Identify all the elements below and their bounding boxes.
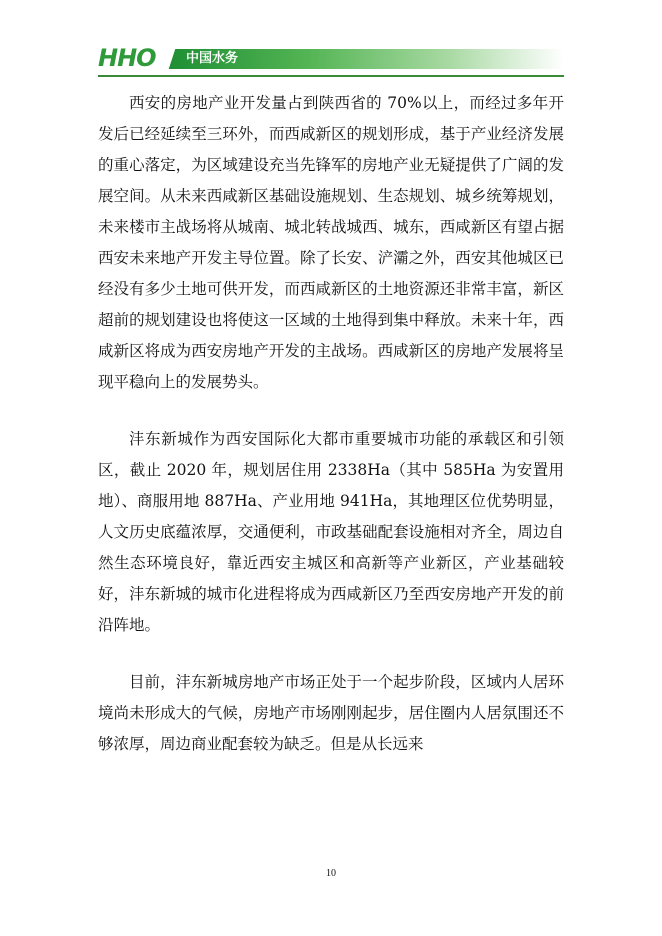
header-divider	[98, 75, 564, 77]
paragraph-1: 西安的房地产业开发量占到陕西省的 70%以上，而经过多年开发后已经延续至三环外，而西咸新区的规划形成，基于产业经济发展的重心落定，为区域建设充当先锋军的房地产业无疑提供了广阔的发展空间。从未来西咸新区基础设施规划、生态规划、城乡统筹规划，未来楼市主战场将从城南、城北转战城西、城东，西咸新区有望占据西安未来地产开发主导位置。除了长安、浐灞之外，西安其他城区已经没有多少土地可供开发，而西咸新区的土地资源还非常丰富，新区超前的规划建设也将使这一区域的土地得到集中释放。未来十年，西咸新区将成为西安房地产开发的主战场。西咸新区的房地产发展将呈现平稳向上的发展势头。	[98, 94, 564, 391]
company-name: 中国水务	[186, 51, 239, 66]
document-body	[98, 88, 564, 786]
page-number: 10	[326, 868, 336, 879]
company-logo: HHO	[98, 44, 156, 72]
page-header	[98, 43, 564, 75]
paragraph-2: 沣东新城作为西安国际化大都市重要城市功能的承载区和引领区，截止 2020 年，规划居住用 2338Ha（其中 585Ha 为安置用地）、商服用地 887Ha、产业用地 941Ha，其地理区位优势明显，人文历史底蕴浓厚，交通便利，市政基础配套设施相对齐全，周边自然生态环境良好，靠近西安主城区和高新等产业新区，产业基础较好，沣东新城的城市化进程将成为西咸新区乃至西安房地产开发的前沿阵地。	[98, 430, 564, 634]
paragraph-3: 目前，沣东新城房地产市场正处于一个起步阶段，区域内人居环境尚未形成大的气候，房地产市场刚刚起步，居住圈内人居氛围还不够浓厚，周边商业配套较为缺乏。但是从长远来	[98, 673, 564, 753]
